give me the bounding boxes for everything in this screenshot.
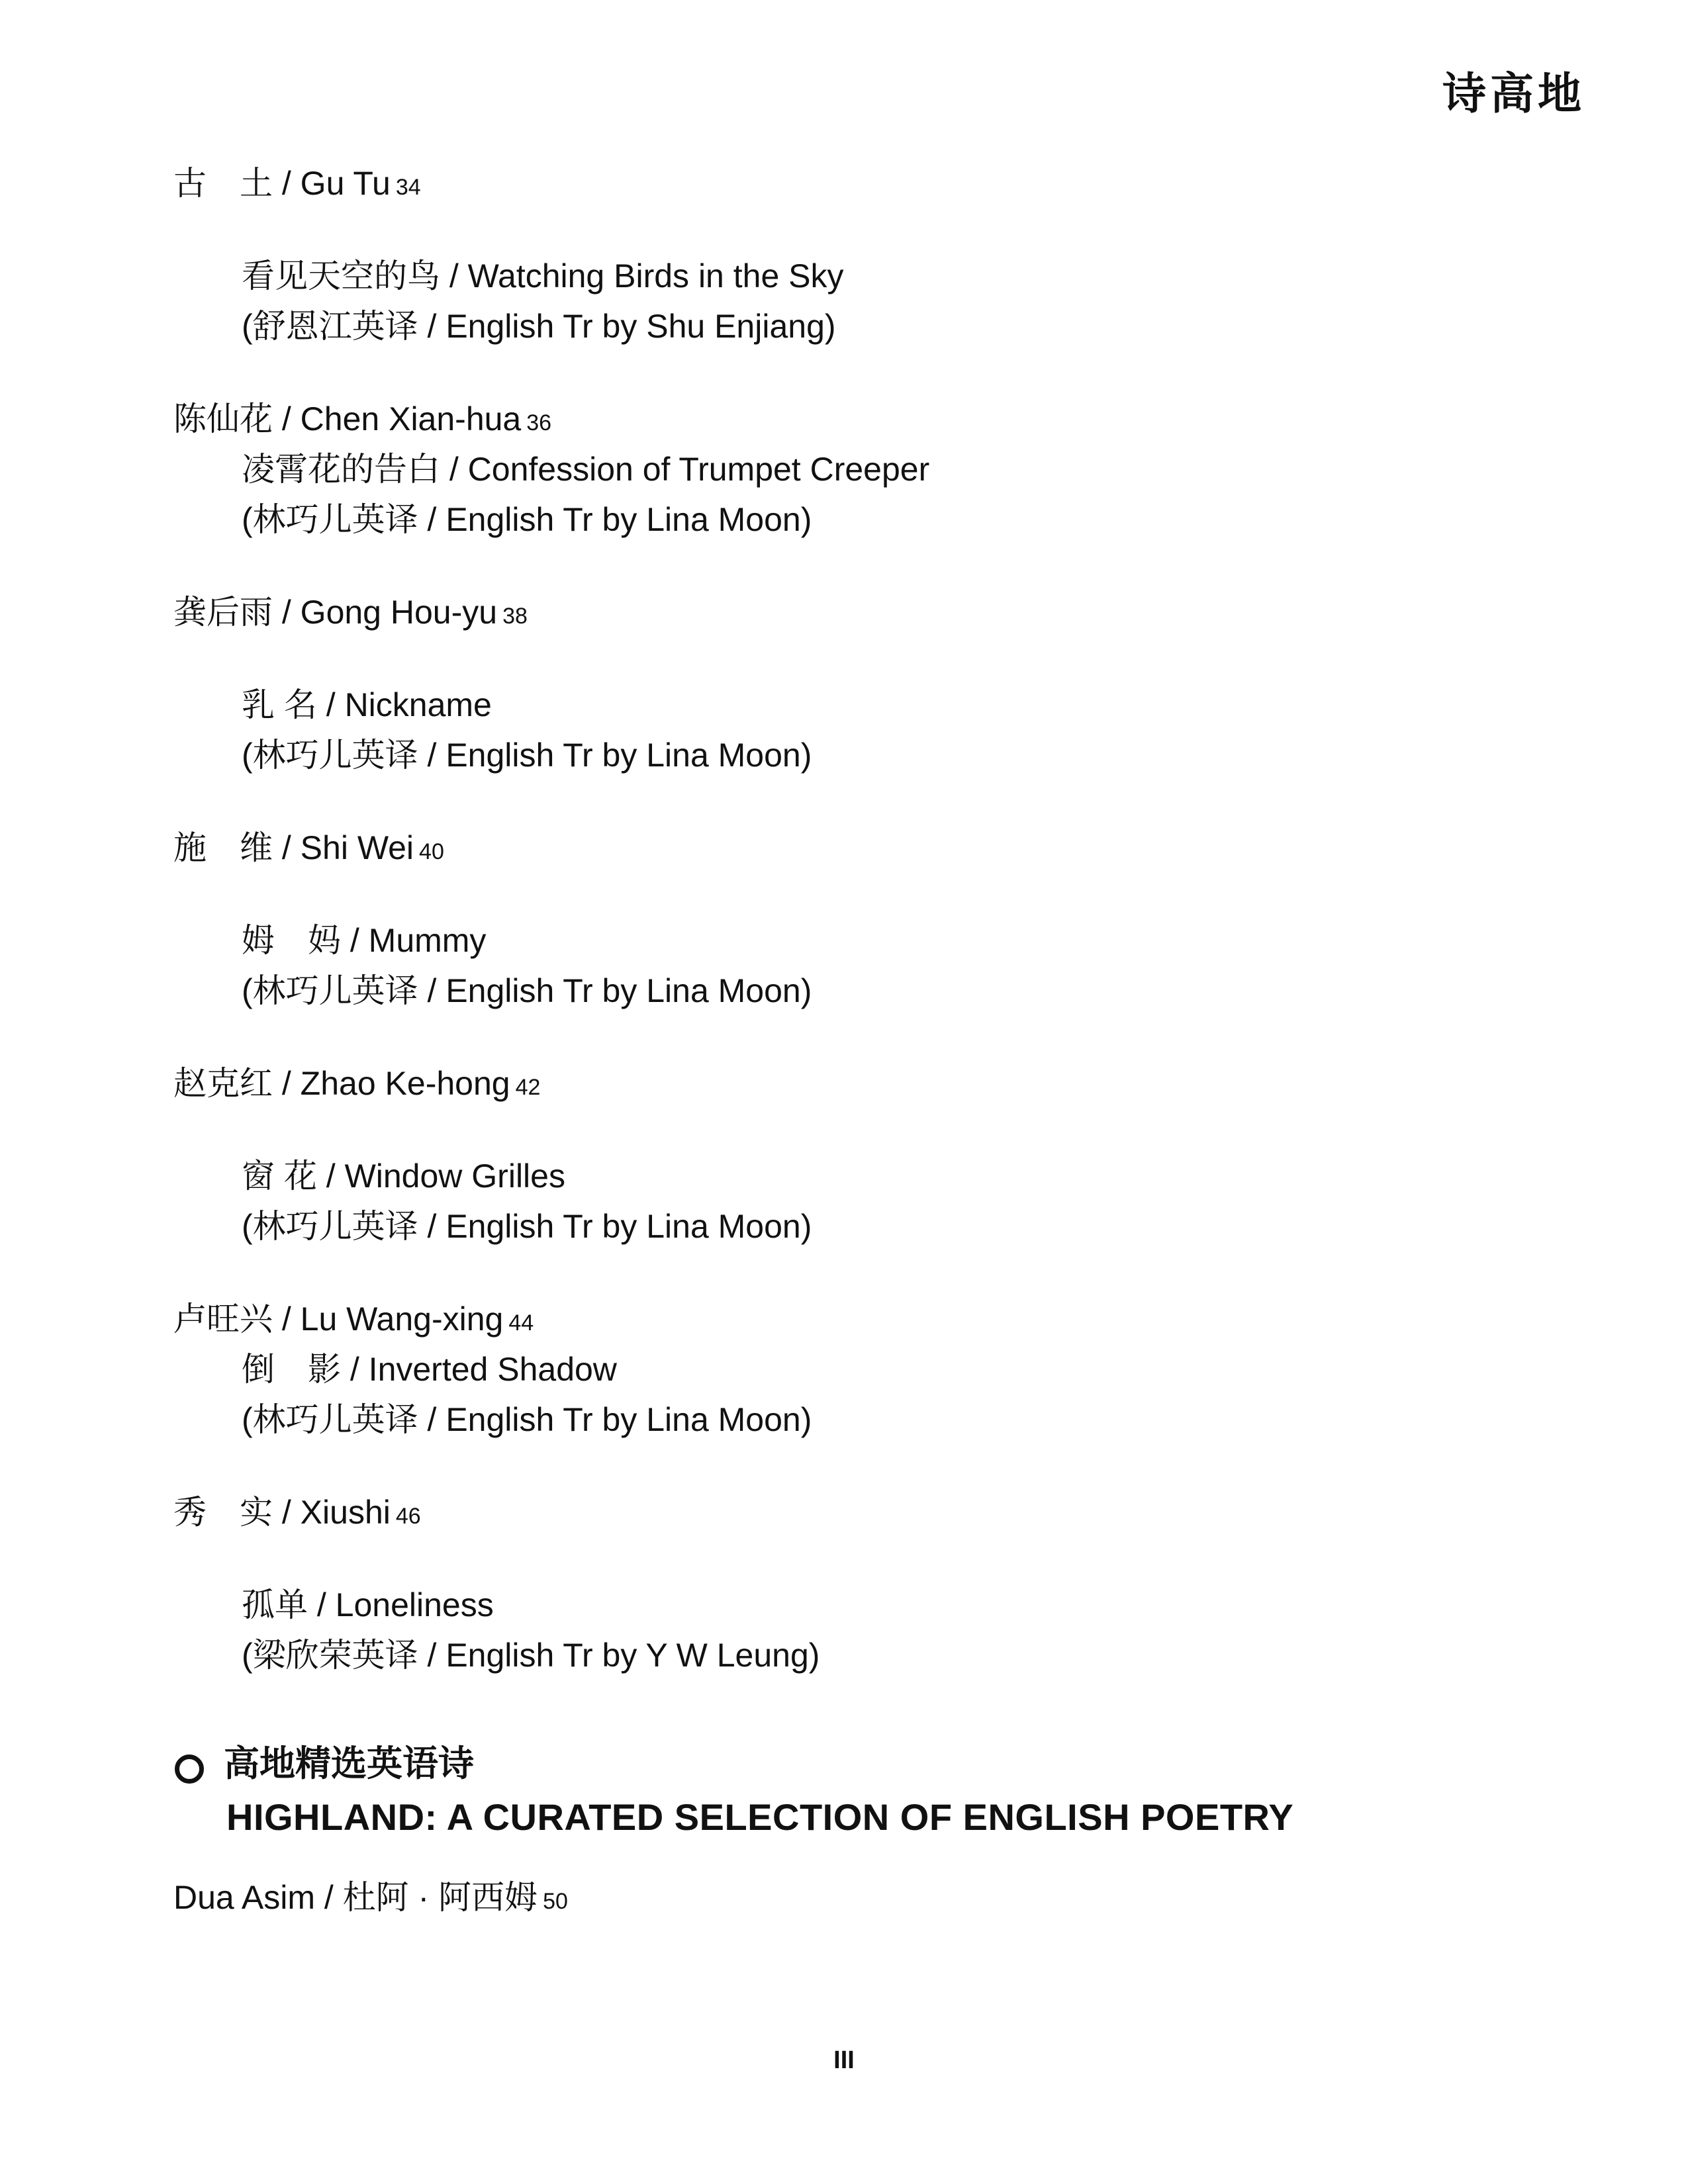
page-number: 34 bbox=[395, 175, 421, 200]
page-number: 46 bbox=[395, 1504, 421, 1529]
author-name: 卢旺兴 / Lu Wang-xing bbox=[173, 1300, 504, 1338]
toc-translator: (梁欣荣英译 / English Tr by Y W Leung) bbox=[242, 1637, 820, 1674]
toc-author[interactable] bbox=[173, 402, 551, 435]
toc-author[interactable] bbox=[173, 1496, 421, 1529]
author-name: 龚后雨 / Gong Hou-yu bbox=[173, 594, 498, 631]
toc-translator: (林巧儿英译 / English Tr by Lina Moon) bbox=[242, 737, 812, 774]
circle-bullet-icon bbox=[175, 1754, 204, 1784]
toc-poem-title[interactable]: 窗 花 / Window Grilles bbox=[242, 1158, 565, 1195]
page-number: 40 bbox=[419, 839, 444, 864]
toc-poem-title[interactable]: 乳 名 / Nickname bbox=[242, 686, 492, 723]
toc-translator: (林巧儿英译 / English Tr by Lina Moon) bbox=[242, 1208, 812, 1245]
toc-author[interactable] bbox=[173, 1881, 568, 1914]
author-name: Dua Asim / 杜阿 · 阿西姆 bbox=[173, 1879, 538, 1916]
page-number: 38 bbox=[502, 604, 528, 629]
section-title-en: HIGHLAND: A CURATED SELECTION OF ENGLISH POETRY bbox=[226, 1796, 1294, 1838]
toc-poem-title[interactable]: 孤单 / Loneliness bbox=[242, 1586, 494, 1623]
toc-poem-title[interactable]: 凌霄花的告白 / Confession of Trumpet Creeper bbox=[242, 451, 930, 488]
author-name: 古 土 / Gu Tu bbox=[173, 165, 391, 202]
author-name: 陈仙花 / Chen Xian-hua bbox=[173, 400, 522, 437]
page-number: 50 bbox=[543, 1889, 568, 1914]
toc-author[interactable] bbox=[173, 596, 528, 629]
toc-poem-title[interactable]: 看见天空的鸟 / Watching Birds in the Sky bbox=[242, 257, 844, 295]
page-number: 44 bbox=[508, 1310, 534, 1336]
toc-author[interactable] bbox=[173, 1067, 540, 1100]
author-name: 施 维 / Shi Wei bbox=[173, 829, 414, 866]
toc-translator: (林巧儿英译 / English Tr by Lina Moon) bbox=[242, 501, 812, 538]
toc-translator: (林巧儿英译 / English Tr by Lina Moon) bbox=[242, 1401, 812, 1438]
author-name: 赵克红 / Zhao Ke-hong bbox=[173, 1065, 510, 1102]
page-folio: III bbox=[833, 2046, 855, 2074]
author-name: 秀 实 / Xiushi bbox=[173, 1494, 391, 1531]
page-number: 42 bbox=[515, 1075, 541, 1100]
section-title-cn: 高地精选英语诗 bbox=[224, 1744, 474, 1784]
running-header: 诗高地 bbox=[1442, 68, 1585, 119]
toc-author[interactable] bbox=[173, 167, 421, 200]
toc-poem-title[interactable]: 倒 影 / Inverted Shadow bbox=[242, 1351, 617, 1388]
toc-author[interactable] bbox=[173, 831, 444, 864]
toc-author[interactable] bbox=[173, 1302, 534, 1336]
toc-poem-title[interactable]: 姆 妈 / Mummy bbox=[242, 922, 487, 959]
toc-translator: (舒恩江英译 / English Tr by Shu Enjiang) bbox=[242, 308, 836, 345]
page-number: 36 bbox=[526, 410, 552, 435]
toc-translator: (林巧儿英译 / English Tr by Lina Moon) bbox=[242, 972, 812, 1009]
